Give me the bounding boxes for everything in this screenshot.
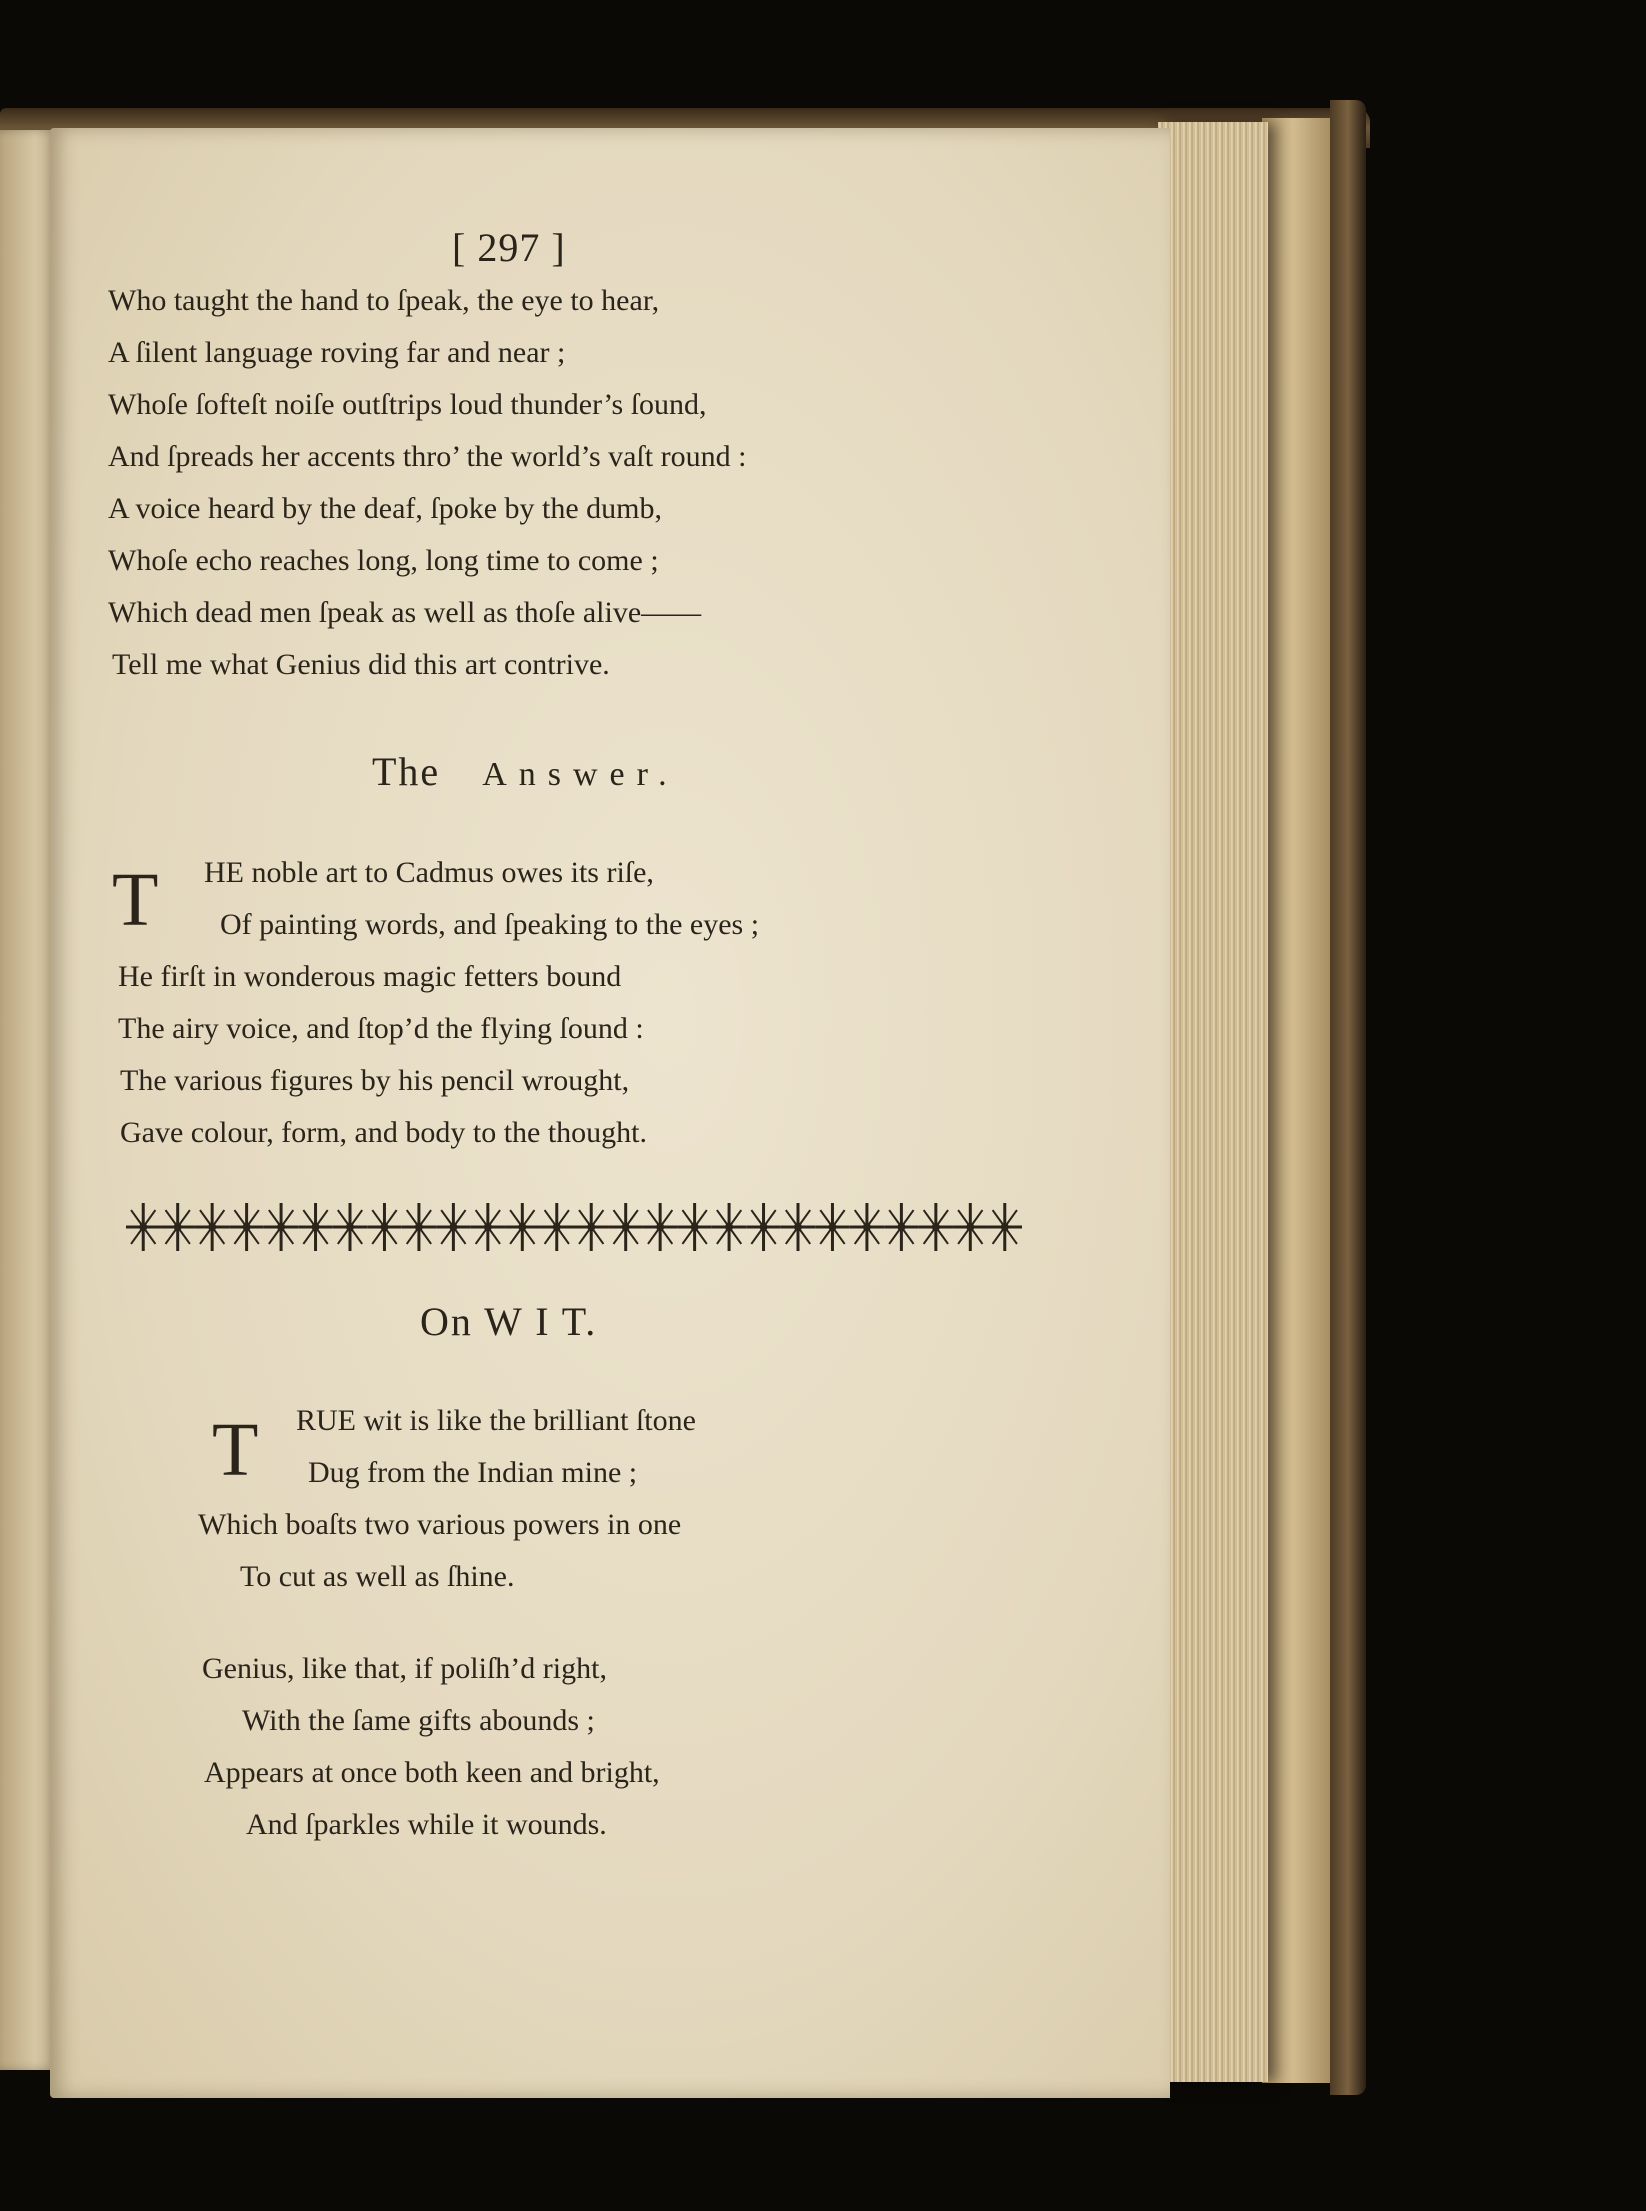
ornament-star [919,1203,953,1251]
ornament-star [746,1203,780,1251]
cover-edge [1330,100,1366,2095]
wit-first-line: RUE wit is like the brilliant ſtone [296,1404,696,1437]
riddle-line: Tell me what Genius did this art contrive. [112,648,610,681]
ornament-star [195,1203,229,1251]
page-number: [ 297 ] [452,225,566,270]
answer-dropcap: T [112,858,159,942]
ornament-star [540,1203,574,1251]
answer-first-line: HE noble art to Cadmus owes its riſe, [204,856,654,889]
answer-line: Gave colour, form, and body to the thought. [120,1116,648,1149]
ornament-star [643,1203,677,1251]
wit-line: Dug from the Indian mine ; [308,1456,638,1489]
answer-line: He firſt in wonderous magic fetters bound [118,960,622,993]
ornament-star [712,1203,746,1251]
answer-line: Of painting words, and ſpeaking to the eyes ; [220,908,760,941]
wit-line: Appears at once both keen and bright, [204,1756,660,1789]
ornament-star [505,1203,539,1251]
answer-title-word: The [372,749,441,794]
wit-line: Genius, like that, if poliſh’d right, [202,1652,607,1685]
ornament-star [781,1203,815,1251]
riddle-line: And ſpreads her accents thro’ the world’s vaſt round : [108,440,747,473]
book-page [50,128,1170,2098]
ornament-star [988,1203,1022,1251]
riddle-line: Whoſe ſofteſt noiſe outſtrips loud thunder’s ſound, [108,388,707,421]
ornament-star [677,1203,711,1251]
wit-line: Which boaſts two various powers in one [198,1508,682,1541]
answer-title-smallcaps: Answer. [482,756,679,793]
ornament-star [126,1203,160,1251]
riddle-line: Who taught the hand to ſpeak, the eye to hear, [108,284,660,317]
ornament-star [436,1203,470,1251]
wit-line: To cut as well as ſhine. [240,1560,515,1593]
wit-dropcap: T [212,1408,259,1492]
ornament-star [160,1203,194,1251]
ornament-star [298,1203,332,1251]
ornament-divider [126,1201,1022,1253]
wit-line: With the ſame gifts abounds ; [242,1704,595,1737]
wit-title: On W I T. [420,1299,598,1344]
answer-line: The various figures by his pencil wrought, [120,1064,630,1097]
page-edges [1158,122,1268,2082]
answer-line: The airy voice, and ſtop’d the flying ſound : [118,1012,644,1045]
ornament-star [953,1203,987,1251]
riddle-line: A voice heard by the deaf, ſpoke by the dumb, [108,492,663,525]
ornament-star [884,1203,918,1251]
riddle-line: A ſilent language roving far and near ; [108,336,566,369]
ornament-star [471,1203,505,1251]
wit-line: And ſparkles while it wounds. [246,1808,607,1841]
ornament-star [402,1203,436,1251]
answer-title [372,748,679,795]
ornament-star [815,1203,849,1251]
ornament-star [229,1203,263,1251]
ornament-star [264,1203,298,1251]
ornament-star [574,1203,608,1251]
riddle-line: Which dead men ſpeak as well as thoſe alive—— [108,596,702,629]
ornament-star [367,1203,401,1251]
ornament-star [608,1203,642,1251]
ornament-star [333,1203,367,1251]
back-board [1262,118,1340,2083]
ornament-star [850,1203,884,1251]
riddle-line: Whoſe echo reaches long, long time to come ; [108,544,659,577]
